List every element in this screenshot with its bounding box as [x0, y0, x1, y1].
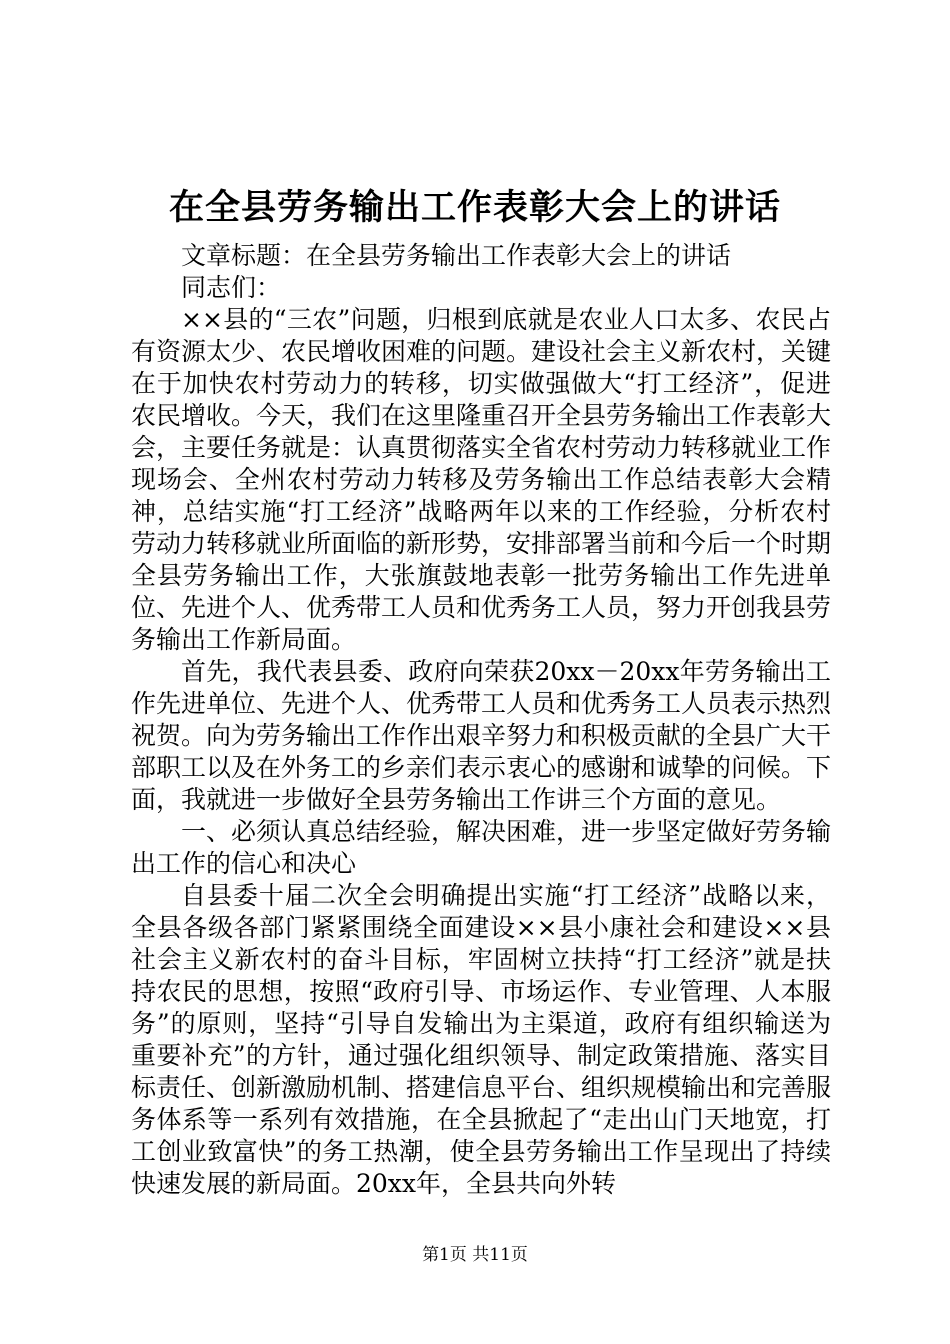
body-paragraph: 自县委十届二次全会明确提出实施“打工经济”战略以来，全县各级各部门紧紧围绕全面建设××县小康社会和建设××县社会主义新农村的奋斗目标，牢固树立扶持“打工经济”就是扶持农民的思想，按照“政府引导、市场运作、专业管理、人本服务”的原则，坚持“引导自发输出为主渠道，政府有组织输送为重要补充”的方针，通过强化组织领导、制定政策措施、落实目标责任、创新激励机制、搭建信息平台、组织规模输出和完善服务体系等一系列有效措施，在全县掀起了“走出山门天地宽，打工创业致富快”的务工热潮，使全县劳务输出工作呈现出了持续快速发展的新局面。20xx年，全县共向外转 — [131, 881, 832, 1198]
body-paragraph: 首先，我代表县委、政府向荣获20xx－20xx年劳务输出工作先进单位、先进个人、优秀带工人员和优秀务工人员表示热烈祝贺。向为劳务输出工作作出艰辛努力和积极贡献的全县广大干部职工以及在外务工的乡亲们表示衷心的感谢和诚挚的问候。下面，我就进一步做好全县劳务输出工作讲三个方面的意见。 — [131, 657, 832, 814]
article-title-line: 文章标题：在全县劳务输出工作表彰大会上的讲话 — [181, 241, 732, 270]
document-title: 在全县劳务输出工作表彰大会上的讲话 — [168, 187, 781, 228]
section-heading: 一、必须认真总结经验，解决困难，进一步坚定做好劳务输出工作的信心和决心 — [131, 817, 832, 878]
body-paragraph: ××县的“三农”问题，归根到底就是农业人口太多、农民占有资源太少、农民增收困难的问题。建设社会主义新农村，关键在于加快农村劳动力的转移，切实做强做大“打工经济”，促进农民增收。今天，我们在这里隆重召开全县劳务输出工作表彰大会，主要任务就是：认真贯彻落实全省农村劳动力转移就业工作现场会、全州农村劳动力转移及劳务输出工作总结表彰大会精神，总结实施“打工经济”战略两年以来的工作经验，分析农村劳动力转移就业所面临的新形势，安排部署当前和今后一个时期全县劳务输出工作，大张旗鼓地表彰一批劳务输出工作先进单位、先进个人、优秀带工人员和优秀务工人员，努力开创我县劳务输出工作新局面。 — [131, 305, 832, 654]
salutation: 同志们： — [181, 273, 282, 302]
page-footer: 第1页 共11页 — [422, 1245, 528, 1265]
document-body — [131, 240, 831, 1200]
